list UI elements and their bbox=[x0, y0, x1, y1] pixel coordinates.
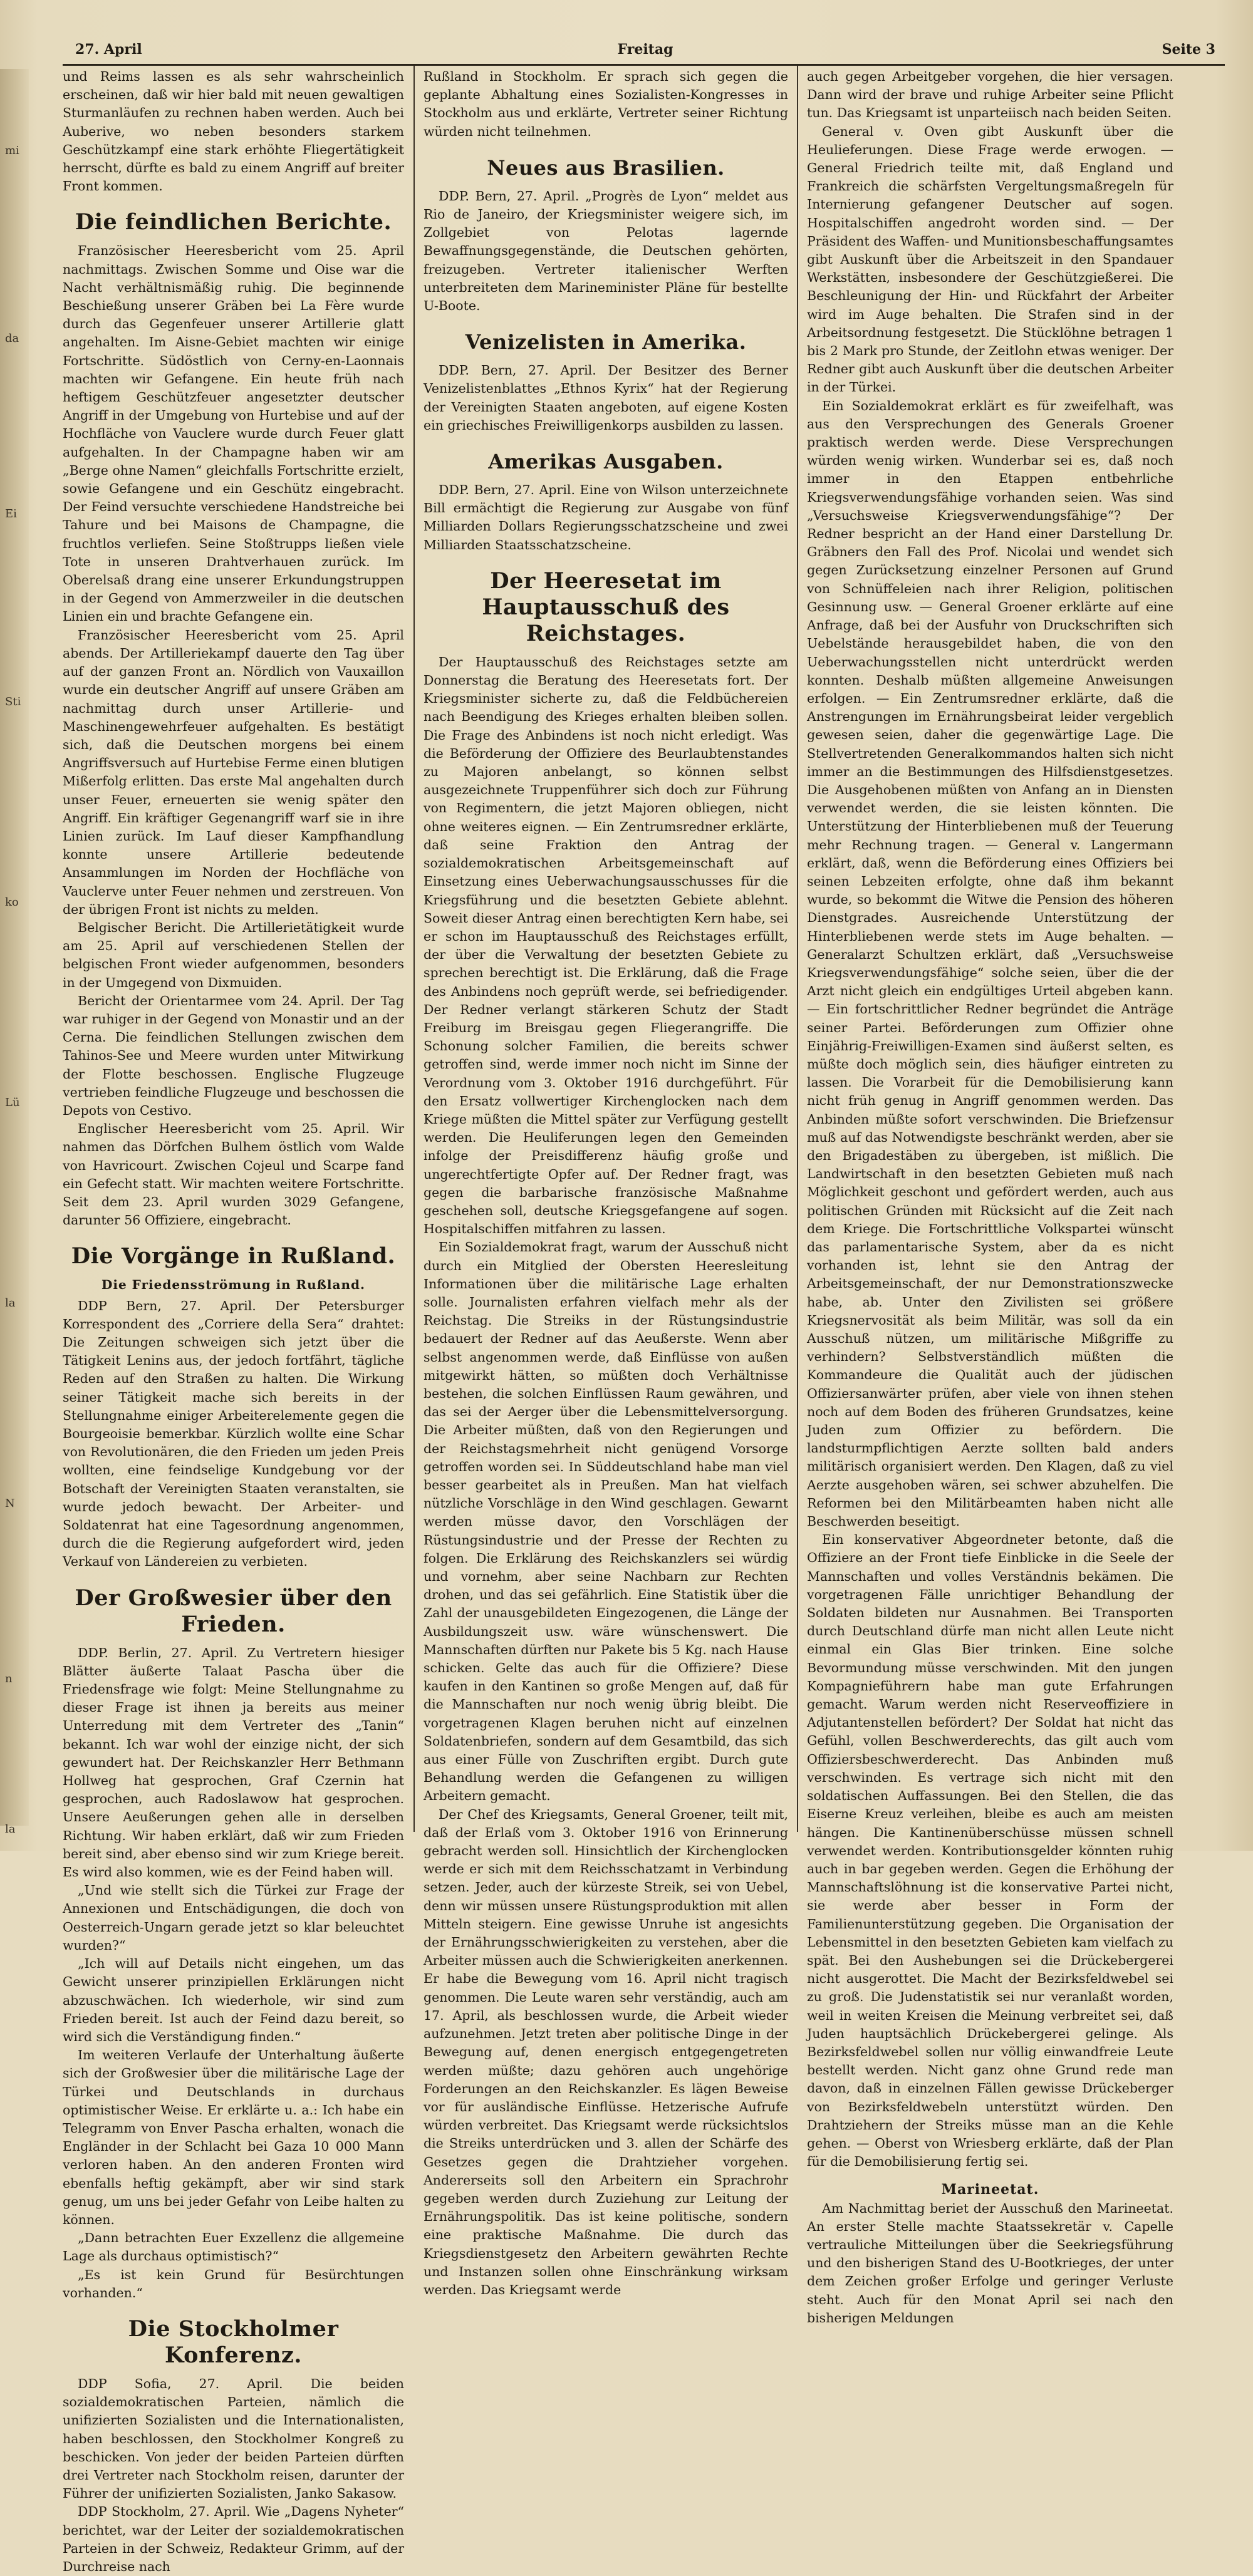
paragraph: DDP. Bern, 27. April. Der Besitzer des Berner Venizelistenblattes „Ethnos Kyrix“ hat der Regierung der Vereinigten Staaten angeboten, auf eigene Kosten ein griechisches Freiwilligenkorps ausbilden zu lassen. bbox=[424, 363, 788, 433]
paragraph: Am Nachmittag beriet der Ausschuß den Marineetat. An erster Stelle machte Staatssekretär v. Capelle vertrauliche Mitteilungen über die Seekriegsführung und den bisherigen Stand des U-Bootkrieges, der unter dem Zeichen großer Erfolge und geringer Verluste steht. Auch für den Monat April sei nach den bisherigen Meldungen bbox=[807, 2200, 1173, 2325]
gutter-mark: da bbox=[5, 332, 19, 345]
paragraph: „Ich will auf Details nicht eingehen, um das Gewicht unserer prinzipiellen Erklärungen nicht abzuschwächen. Ich wiederhole, wir sind zum Frieden bereit. Ist auch der Feind dazu bereit, so wird sich die Verständigung finden.“ bbox=[63, 1956, 404, 2044]
header-page-number: Seite 3 bbox=[1162, 41, 1215, 58]
column-2 bbox=[424, 68, 788, 2297]
paragraph: Der Chef des Kriegsamts, General Groener, teilt mit, daß der Erlaß vom 3. Oktober 1916 von Erinnerung gebracht werden soll. Hinsichtlich der Kirchenglocken werde er sich mit dem Reichsschatzamt in Verbindung setzen. Jeder, auch der kürzeste Streik, sei von Uebel, denn wir müssen unsere Rüstungsproduktion mit allen Mitteln steigern. Eine gewisse Unruhe ist angesichts der Ernährungsschwierigkeiten zu verstehen, aber die Arbeiter müssen auch die Schwierigkeiten anerkennen. Er habe die Bewegung vom 16. April nicht tragisch genommen. Die Leute waren sehr verständig, auch am 17. April, als beschlossen wurde, die Arbeit wieder aufzunehmen. Jetzt treten aber politische Dinge in der Bewegung auf, denen energisch entgegengetreten werden müßte; dazu gehören auch ungehörige Forderungen an den Reichskanzler. Es lägen Beweise vor für ausländische Einflüsse. Hetzerische Aufrufe würden verbreitet. Das Kriegsamt werde rücksichtslos die Streiks unterdrücken und 3. allen der Schärfe des Gesetzes gegen die Drahtzieher vorgehen. Andererseits soll den Arbeitern ein Sprachrohr gegeben werden durch Zuziehung zur Leitung der Ernährungspolitik. Das ist keine politische, sondern eine praktische Maßnahme. Die durch das Kriegsdienstgesetz den Arbeitern gewährten Rechte und Instanzen sollen ohne Einschränkung wirksam werden. Das Kriegsamt werde bbox=[424, 1806, 788, 2297]
paragraph: DDP Sofia, 27. April. Die beiden sozialdemokratischen Parteien, nämlich die unifizierten Sozialisten und die Internationalisten, haben beschlossen, den Stockholmer Kongreß zu beschicken. Von jeder der beiden Parteien dürften drei Vertreter nach Stockholm reisen, darunter der Führer der unifizierten Sozialisten, Janko Sakasow. bbox=[63, 2376, 404, 2501]
gutter-mark: Lü bbox=[5, 1096, 20, 1109]
headline-feindliche-berichte: Die feindlichen Berichte. bbox=[75, 209, 392, 235]
headline-stockholmer-konferenz: Die Stockholmer Konferenz. bbox=[128, 2315, 339, 2368]
paragraph: DDP Bern, 27. April. Der Petersburger Korrespondent des „Corriere della Sera“ drahtet: Die Zeitungen schweigen sich jetzt über die Tätigkeit Lenins aus, der jedoch fortfährt, tägliche Reden auf den Straßen zu halten. Die Wirkung seiner Tätigkeit mache sich bereits in der Stellungnahme einiger Arbeiterelemente gegen die Bourgeoisie bemerkbar. Kürzlich wollte eine Schar von Revolutionären, die den Frieden um jeden Preis wollten, eine feindselige Kundgebung vor der Botschaft der Vereinigten Staaten veranstalten, sie wurde jedoch bewacht. Der Arbeiter- und Soldatenrat hat eine Tagesordnung angenommen, durch die die Regierung aufgefordert wird, jeden Verkauf von Ländereien zu verbieten. bbox=[63, 1298, 404, 1570]
paragraph: Französischer Heeresbericht vom 25. April nachmittags. Zwischen Somme und Oise war die Nacht verhältnismäßig ruhig. Die beginnende Beschießung unserer Gräben bei La Fère wurde durch das Gegenfeuer unserer Artillerie glatt angehalten. Im Aisne-Gebiet machten wir einige Fortschritte. Südöstlich von Cerny-en-Laonnais machten wir Gefangene. Ein heute früh nach heftigem Geschützfeuer angesetzter deutscher Angriff in der Umgebung von Hurtebise und auf der Hochfläche von Vauclere wurde durch Feuer glatt aufgehalten. In der Champagne haben wir am „Berge ohne Namen“ gleichfalls Fortschritte erzielt, sowie Gefangene und ein Geschütz eingebracht. Der Feind versuchte verschiedene Handstreiche bei Tahure und bei Maisons de Champagne, die fruchtlos verliefen. Seine Stoßtrupps ließen viele Tote in unseren Drahtverhauen zurück. Im Oberelsaß drang eine unserer Erkundungstruppen in der Gegend von Ammerzweiler in die deutschen Linien ein und brachte Gefangene ein. bbox=[63, 243, 404, 624]
gutter-mark: la bbox=[5, 1296, 16, 1310]
gutter-mark: Ei bbox=[5, 507, 17, 520]
headline-marineetat: Marineetat. bbox=[941, 2181, 1039, 2198]
headline-grosswesier: Der Großwesier über den Frieden. bbox=[75, 1585, 392, 1637]
column-1 bbox=[63, 68, 404, 2574]
paragraph: General v. Oven gibt Auskunft über die Heulieferungen. Diese Frage werde erwogen. — General Friedrich teilte mit, daß England und Frankreich die schärfsten Vergeltungsmaßregeln für Internierung gefangener Deutscher auf sogen. Hospitalschiffen angedroht worden sind. — Der Präsident des Waffen- und Munitionsbeschaffungsamtes gibt Auskunft über die Arbeitszeit in den Spandauer Werkstätten, insbesondere der Geschützgießerei. Die Beschleunigung der Hin- und Rückfahrt der Arbeiter wird im Auge behalten. Die Strafen sind in der Arbeitsordnung festgesetzt. Die Stücklöhne betragen 1 bis 2 Mark pro Stunde, der Zeitlohn etwas weniger. Der Redner gibt auch Auskunft über die deutschen Arbeiter in der Türkei. bbox=[807, 123, 1173, 395]
paragraph: DDP. Bern, 27. April. „Progrès de Lyon“ meldet aus Rio de Janeiro, der Kriegsminister weigere sich, im Zollgebiet von Pelotas lagernde Bewaffnungsgegenstände, die Deutschen gehörten, freizugeben. Vertreter italienischer Werften unterbreiteten dem Marineminister Pläne für bestellte U-Boote. bbox=[424, 188, 788, 314]
header-weekday: Freitag bbox=[617, 41, 673, 58]
paragraph: DDP. Bern, 27. April. Eine von Wilson unterzeichnete Bill ermächtigt die Regierung zur Ausgabe von fünf Milliarden Dollars Regierungsschatzscheine und zwei Milliarden Staatsschatzscheine. bbox=[424, 482, 788, 552]
subheadline-russland: Die Friedensströmung in Rußland. bbox=[101, 1277, 365, 1293]
paragraph: „Und wie stellt sich die Türkei zur Frage der Annexionen und Entschädigungen, die doch von Oesterreich-Ungarn gerade jetzt so klar beleuchtet wurden?“ bbox=[63, 1883, 404, 1953]
article-continuation: auch gegen Arbeitgeber vorgehen, die hier versagen. Dann wird der brave und ruhige Arbeiter seine Pflicht tun. Das Kriegsamt ist unparteiisch nach beiden Seiten. bbox=[807, 69, 1173, 121]
header-rule bbox=[63, 64, 1225, 66]
paragraph: „Es ist kein Grund für Besürchtungen vorhanden.“ bbox=[63, 2267, 404, 2300]
paragraph: Ein Sozialdemokrat erklärt es für zweifelhaft, was aus den Versprechungen des Generals Groener praktisch werden werde. Diese Versprechungen würden wenig wirken. Wunderbar sei es, daß noch immer in den Etappen entbehrliche Kriegsverwendungsfähige vorhanden seien. Was sind „Versuchsweise Kriegsverwendungsfähige“? Der Redner bespricht an der Hand einer Darstellung Dr. Gräbners den Fall des Prof. Nicolai und wendet sich gegen Zurücksetzung einzelner Personen auf Grund von Schnüffeleien nach ihrer Religion, politischen Gesinnung usw. — General Groener erklärte auf eine Anfrage, daß bei der Ausfuhr von Druckschriften sich Uebelstände herausgebildet haben, die von den Ueberwachungsstellen nicht unterdrückt werden konnten. Deshalb müßten allgemeine Anweisungen erfolgen. — Ein Zentrumsredner erklärte, daß die Anstrengungen im Ernährungsbeirat leider vergeblich gewesen seien, daher die gegenwärtige Lage. Die Stellvertretenden Generalkommandos halten sich nicht immer an die Bestimmungen des Hilfsdienstgesetzes. Die Ausgehobenen müßten von Anfang an in Diensten verwendet werden, die sie leisten könnten. Die Unterstützung der Hinterbliebenen muß der Teuerung mehr Rechnung tragen. — General v. Langermann erklärt, daß, wenn die Beförderung eines Offiziers bei seinen Lebzeiten erfolgte, ohne daß ihm bekannt wurde, so bekommt die Witwe die Pension des höheren Dienstgrades. Ausreichende Unterstützung der Hinterbliebenen werde stets im Auge behalten. — Generalarzt Schultzen erklärt, daß „Versuchsweise Kriegsverwendungsfähige“ solche seien, über die der Arzt nicht gleich ein endgültiges Urteil abgeben kann. — Ein fortschrittlicher Redner begründet die Anträge seiner Partei. Beförderungen zum Offizier ohne Einjährig-Freiwilligen-Examen sind äußerst selten, es müßte doch möglich sein, dies häufiger eintreten zu lassen. Die Vorarbeit für die Demobilisierung kann nicht früh genug in Angriff genommen werden. Das Anbinden müßte sofort verschwinden. Die Briefzensur muß auf das Notwendigste beschränkt werden, aber sie den Brigadestäben zu übergeben, ist mißlich. Die Landwirtschaft in den besetzten Gebieten muß nach Möglichkeit geschont und gefördert werden, auch aus politischen Gründen mit Rücksicht auf die Zeit nach dem Kriege. Die Fortschrittliche Volkspartei wünscht das parlamentarische System, aber da es nicht vorhanden ist, lehnt sie den Antrag der Arbeitsgemeinschaft, der nur Demonstrationszwecke habe, ab. Unter den Zivilisten sei größere Kriegsnervosität als beim Militär, was soll da ein Ausschuß nützen, um militärische Mißgriffe zu verhindern? Selbstverständlich müßten die Kommandeure die Qualität auch der jüdischen Offiziersanwärter prüfen, aber viele von ihnen stehen noch auf dem Boden des früheren Grundsatzes, keine Juden zum Offizier zu befördern. Die landsturmpflichtigen Aerzte sollten bald anders militärisch organisiert werden. Den Klagen, daß zu viel Aerzte ausgehoben wären, sei schwer abzuhelfen. Die Reformen bei den Militärbeamten haben nicht alle Beschwerden beseitigt. bbox=[807, 398, 1173, 1529]
article-continuation: Rußland in Stockholm. Er sprach sich gegen die geplante Abhaltung eines Sozialisten-Kongresses in Stockholm aus und erklärte, Vertreter seiner Richtung würden nicht teilnehmen. bbox=[424, 69, 788, 139]
paragraph: Englischer Heeresbericht vom 25. April. Wir nahmen das Dörfchen Bulhem östlich vom Walde von Havricourt. Zwischen Cojeul und Scarpe fand ein Gefecht statt. Wir machten weitere Fortschritte. Seit dem 23. April wurden 3029 Gefangene, darunter 56 Offiziere, eingebracht. bbox=[63, 1121, 404, 1228]
column-3 bbox=[807, 68, 1173, 2325]
header-date: 27. April bbox=[75, 41, 142, 58]
paragraph: Der Hauptausschuß des Reichstages setzte am Donnerstag die Beratung des Heeresetats fort. Der Kriegsminister sicherte zu, daß die Feldbüchereien nach Beendigung des Krieges erhalten bleiben sollen. Die Frage des Anbindens ist noch nicht erledigt. Was die Beförderung der Offiziere des Beurlaubtenstandes zu Majoren anbelangt, so können selbst ausgezeichnete Truppenführer sich doch zur Führung von Regimentern, die jetzt Majoren obliegen, nicht ohne weiteres eignen. — Ein Zentrumsredner erklärte, daß seine Fraktion den Antrag der sozialdemokratischen Arbeitsgemeinschaft auf Einsetzung eines Ueberwachungsausschusses für die Kriegsführung und die besetzten Gebiete ablehnt. Soweit dieser Antrag einen berechtigten Kern habe, sei er schon im Hauptausschuß des Reichstages erfüllt, der über die Verwaltung der besetzten Gebiete zu sprechen berechtigt ist. Die Erklärung, daß die Frage des Anbindens noch geprüft werde, sei befriedigender. Der Redner verlangt stärkeren Schutz der Stadt Freiburg im Breisgau gegen Fliegerangriffe. Die Schonung solcher Familien, die bereits schwer getroffen sind, werde immer noch nicht im Sinne der Verordnung vom 3. Oktober 1916 durchgeführt. Für den Ersatz vollwertiger Kirchenglocken nach dem Kriege müßten die Mittel später zur Verfügung gestellt werden. Die Heuliferungen legen den Gemeinden infolge der Preisdifferenz häufig große und ungerechtfertigte Opfer auf. Der Redner fragt, was gegen die barbarische französische Maßnahme geschehen soll, deutsche Kriegsgefangene auf sogen. Hospitalschiffen mitfahren zu lassen. bbox=[424, 654, 788, 1237]
gutter-mark: la bbox=[5, 1823, 16, 1836]
gutter-mark: n bbox=[5, 1672, 13, 1685]
paragraph: Ein konservativer Abgeordneter betonte, daß die Offiziere an der Front tiefe Einblicke in die Seele der Mannschaften und volles Verständnis bekämen. Die vorgetragenen Fälle unrichtiger Behandlung der Soldaten bildeten nur Ausnahmen. Bei Transporten durch Deutschland dürfe man nicht allen Leute nicht einmal ein Glas Bier trinken. Eine solche Bevormundung müsse verschwinden. Mit den jungen Kompagnieführern habe man gute Erfahrungen gemacht. Warum werden nicht Reserveoffiziere in Adjutantenstellen befördert? Der Soldat hat nicht das Gefühl, vollen Beschwerderechts, das gilt auch vom Offiziersbeschwerderecht. Das Anbinden muß verschwinden. Es vertrage sich nicht mit den soldatischen Auffassungen. Bei den Stellen, die das Eiserne Kreuz verleihen, bleibe es auch am meisten hängen. Die Kantinenüberschüsse müssen schnell verwendet werden. Kontributionsgelder könnten ruhig auch in bar gegeben werden. Gegen die Erhöhung der Mannschaftslöhnung ist die konservative Partei nicht, sie werde aber besser in Form der Familienunterstützung gegeben. Die Organisation der Lebensmittel in den besetzten Gebieten kam vielfach zu spät. Bei den Aushebungen sei die Drückebergerei nicht ausgerottet. Die Macht der Bezirksfeldwebel sei zu groß. Die Judenstatistik sei nur veranlaßt worden, weil in weiten Kreisen die Meinung verbreitet sei, daß Juden hauptsächlich Drückebergerei gelinge. Als Bezirksfeldwebel sollen nur völlig einwandfreie Leute bestellt werden. Nicht ganz ohne Grund rede man davon, daß in einzelnen Fällen gewisse Drückeberger von Bezirksfeldwebeln unterstützt würden. Den Drahtziehern der Streiks müsse man an die Kehle gehen. — Oberst von Wriesberg erklärte, daß der Plan für die Demobilisierung fertig sei. bbox=[807, 1532, 1173, 2170]
article-continuation: und Reims lassen es als sehr wahrscheinlich erscheinen, daß wir hier bald mit neuen gewaltigen Sturmanläufen zu rechnen haben werden. Auch bei Auberive, wo neben besonders starkem Geschützkampf eine stark erhöhte Fliegertätigkeit herrscht, dürfte es bald zu einem Angriff auf breiter Front kommen. bbox=[63, 69, 404, 194]
gutter-mark: Sti bbox=[5, 695, 21, 708]
paragraph: DDP Stockholm, 27. April. Wie „Dagens Nyheter“ berichtet, war der Leiter der sozialdemokratischen Parteien in der Schweiz, Redakteur Grimm, auf der Durchreise nach bbox=[63, 2504, 404, 2574]
gutter-mark: N bbox=[5, 1497, 15, 1510]
headline-heeresetat: Der Heeresetat im Hauptausschuß des Reichstages. bbox=[482, 567, 730, 646]
paragraph: Französischer Heeresbericht vom 25. April abends. Der Artilleriekampf dauerte den Tag über auf der ganzen Front an. Nördlich von Vauxaillon wurde ein deutscher Angriff auf unsere Gräben am nachmittag durch unser Artillerie- und Maschinengewehrfeuer aufgehalten. Es bestätigt sich, daß die Deutschen morgens bei einem Angriffsversuch auf Hurtebise Ferme einen blutigen Mißerfolg erlitten. Das erste Mal angehalten durch unser Feuer, erneuerten sie wenig später den Angriff. Ein kräftiger Gegenangriff warf sie in ihre Linien zurück. Im Lauf dieser Kampfhandlung konnte unsere Artillerie bedeutende Ansammlungen im Norden der Hochfläche von Vauclerve unter Feuer nehmen und zerstreuen. Von der übrigen Front ist nichts zu melden. bbox=[63, 627, 404, 917]
column-rule bbox=[413, 66, 415, 1832]
headline-amerikas-ausgaben: Amerikas Ausgaben. bbox=[488, 450, 724, 474]
paragraph: Im weiteren Verlaufe der Unterhaltung äußerte sich der Großwesier über die militärische Lage der Türkei und Deutschlands in durchaus optimistischer Weise. Er erklärte u. a.: Ich habe ein Telegramm von Enver Pascha erhalten, wonach die Engländer in der Schlacht bei Gaza 10 000 Mann verloren haben. An den anderen Fronten wird ebenfalls heftig gekämpft, aber wir sind stark genug, um uns bei jeder Gefahr von Leibe halten zu können. bbox=[63, 2047, 404, 2227]
paragraph: Bericht der Orientarmee vom 24. April. Der Tag war ruhiger in der Gegend von Monastir und an der Cerna. Die feindlichen Stellungen zwischen dem Tahinos-See und Meere wurden unter Mitwirkung der Flotte beschossen. Englische Flugzeuge vertrieben feindliche Flugzeuge und beschossen die Depots von Cestivo. bbox=[63, 993, 404, 1118]
paragraph: DDP. Berlin, 27. April. Zu Vertretern hiesiger Blätter äußerte Talaat Pascha über die Friedensfrage wie folgt: Meine Stellungnahme zu dieser Frage ist ihnen ja bereits aus meiner Unterredung mit dem Vertreter des „Tanin“ bekannt. Ich war wohl der einzige nicht, der sich gewundert hat. Der Reichskanzler Herr Bethmann Hollweg hat gesprochen, Graf Czernin hat gesprochen, auch Radoslawow hat gesprochen. Unsere Aeußerungen gehen alle in derselben Richtung. Wir haben erklärt, daß wir zum Frieden bereit sind, aber ebenso sind wir zum Kriege bereit. Es wird also kommen, wie es der Feind haben will. bbox=[63, 1645, 404, 1880]
gutter-mark: ko bbox=[5, 896, 19, 909]
headline-brasilien: Neues aus Brasilien. bbox=[487, 155, 725, 180]
binding-gutter bbox=[0, 69, 29, 1836]
headline-venizelisten: Venizelisten in Amerika. bbox=[465, 330, 747, 354]
paragraph: Belgischer Bericht. Die Artillerietätigkeit wurde am 25. April auf verschiedenen Stellen der belgischen Front wieder aufgenommen, besonders in der Umgegend von Dixmuiden. bbox=[63, 919, 404, 990]
page-header bbox=[75, 36, 1215, 61]
gutter-mark: mi bbox=[5, 144, 19, 157]
headline-russland: Die Vorgänge in Rußland. bbox=[71, 1243, 396, 1270]
paragraph: „Dann betrachten Euer Exzellenz die allgemeine Lage als durchaus optimistisch?“ bbox=[63, 2230, 404, 2264]
column-rule bbox=[797, 66, 798, 1832]
paragraph: Ein Sozialdemokrat fragt, warum der Ausschuß nicht durch ein Mitglied der Obersten Heeresleitung Informationen über die militärische Lage erhalten solle. Journalisten erfahren vielfach mehr als der Reichstag. Die Streiks in der Rüstungsindustrie bedauert der Redner auf das Aeußerste. Wenn aber selbst angenommen werde, daß Einflüsse von außen mitgewirkt hätten, so müßten doch Verhältnisse bestehen, die solchen Einflüssen Raum gewähren, und das sei der Aerger über die Lebensmittelversorgung. Die Arbeiter müßten, daß von den Regierungen und der Reichstagsmehrheit nicht genügend Vorsorge getroffen worden sei. In Süddeutschland habe man viel besser gearbeitet als in Preußen. Man hat vielfach nützliche Vorschläge in den Wind geschlagen. Gewarnt werden müsse davor, den Vorschlägen der Rüstungsindustrie und der Presse der Rechten zu folgen. Die Erklärung des Reichskanzlers sei würdig und vornehm, aber seine Nachbarn zur Rechten drohen, und das sei gefährlich. Eine Statistik über die Zahl der unausgebildeten Eingezogenen, die Länge der Ausbildungszeit usw. wäre wünschenswert. Die Mannschaften dürften nur Pakete bis 5 Kg. nach Hause schicken. Gelte das auch für die Offiziere? Diese kaufen in den Kantinen so große Mengen auf, daß für die Mannschaften nur noch wenig übrig bleibt. Die vorgetragenen Klagen beruhen nicht auf einzelnen Soldatenbriefen, sondern auf dem Gesamtbild, das sich aus einer Fülle von Zuschriften ergibt. Durch gute Behandlung werden die Gefangenen zu willigen Arbeitern gemacht. bbox=[424, 1239, 788, 1804]
